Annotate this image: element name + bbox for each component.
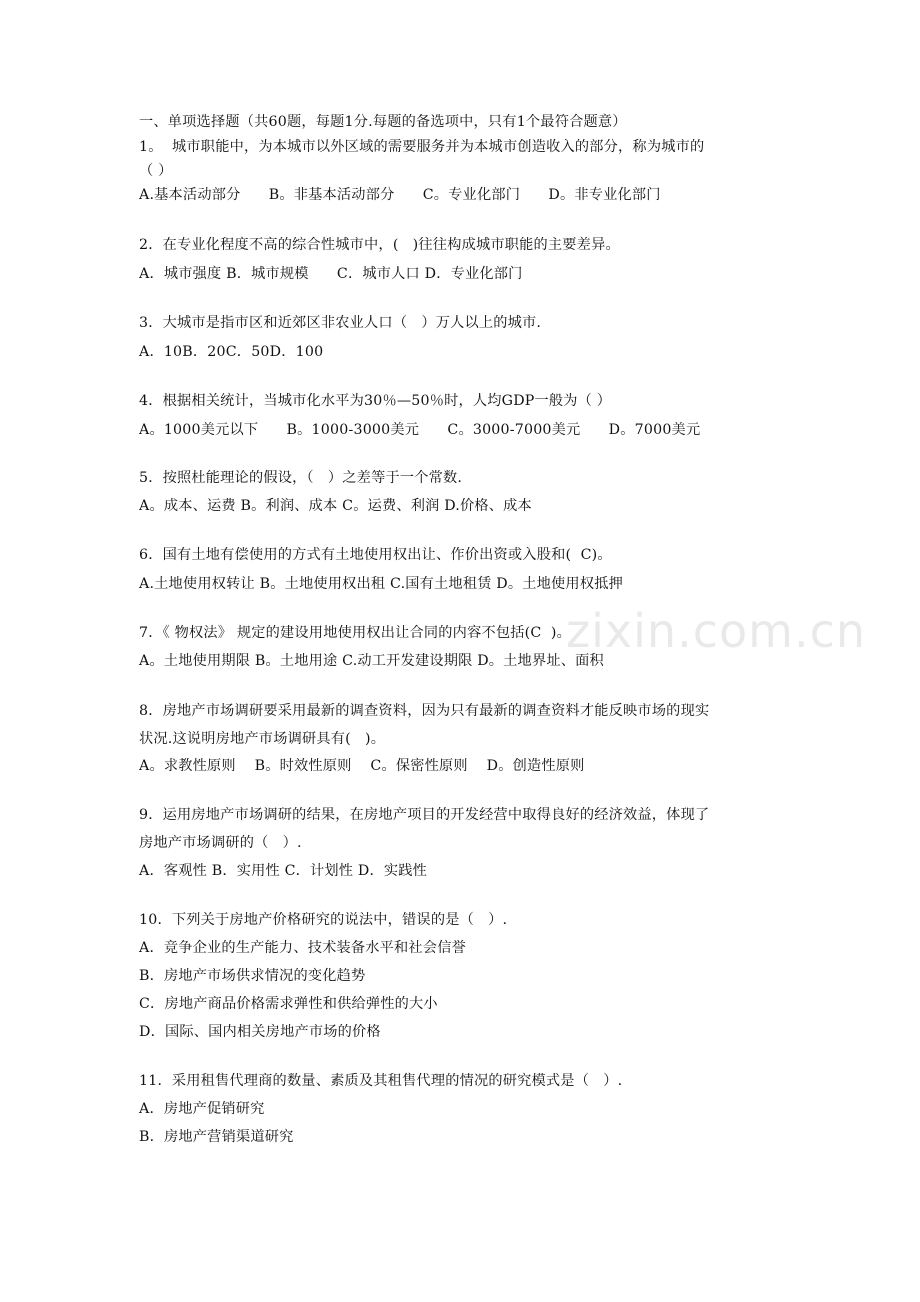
- question-11-option-a: A．房地产促销研究: [139, 1101, 265, 1117]
- question-8-stem-line-2: 状况.这说明房地产市场调研具有( )。: [139, 731, 386, 747]
- question-4-stem: 4．根据相关统计，当城市化水平为30％—50％时，人均GDP一般为（ ）: [139, 393, 612, 409]
- question-7-options: A。土地使用期限 B。土地用途 C.动工开发建设期限 D。土地界址、面积: [139, 653, 604, 669]
- question-10-option-a: A．竞争企业的生产能力、技术装备水平和社会信誉: [139, 940, 466, 956]
- question-9-stem-line-2: 房地产市场调研的（ ）.: [139, 835, 302, 851]
- question-5-options: A。成本、运费 B。利润、成本 C。运费、利润 D.价格、成本: [139, 498, 532, 514]
- question-1-options: A.基本活动部分 B。非基本活动部分 C。专业化部门 D。非专业化部门: [139, 187, 661, 203]
- question-11-stem: 11．采用租售代理商的数量、素质及其租售代理的情况的研究模式是（ ）.: [139, 1073, 623, 1089]
- question-10-option-d: D．国际、国内相关房地产市场的价格: [139, 1024, 381, 1040]
- question-7-stem: 7．《 物权法》 规定的建设用地使用权出让合同的内容不包括(C )。: [139, 625, 571, 641]
- watermark: zixin.com.cn: [566, 604, 867, 658]
- question-6-options: A.土地使用权转让 B。土地使用权出租 C.国有土地租赁 D。土地使用权抵押: [139, 576, 623, 592]
- question-11-option-b: B．房地产营销渠道研究: [139, 1129, 294, 1145]
- question-4-options: A。1000美元以下 B。1000-3000美元 C。3000-7000美元 D。7000美元: [139, 422, 701, 438]
- question-9-stem-line-1: 9．运用房地产市场调研的结果，在房地产项目的开发经营中取得良好的经济效益，体现了: [139, 807, 710, 823]
- section-header: 一、单项选择题（共60题，每题1分.每题的备选项中，只有1个最符合题意）: [139, 114, 627, 130]
- question-3-options: A．10B．20C．50D．100: [139, 344, 324, 360]
- question-9-options: A．客观性 B．实用性 C．计划性 D．实践性: [139, 863, 428, 879]
- question-10-option-c: C．房地产商品价格需求弹性和供给弹性的大小: [139, 996, 438, 1012]
- question-1-stem-line-2: （ ）: [139, 163, 173, 179]
- question-2-stem: 2．在专业化程度不高的综合性城市中，( )往往构成城市职能的主要差异。: [139, 237, 620, 253]
- question-8-stem-line-1: 8．房地产市场调研要采用最新的调查资料，因为只有最新的调查资料才能反映市场的现实: [139, 703, 710, 719]
- question-1-stem-line-1: 1。 城市职能中，为本城市以外区域的需要服务并为本城市创造收入的部分，称为城市的: [139, 139, 705, 155]
- question-10-option-b: B．房地产市场供求情况的变化趋势: [139, 968, 366, 984]
- question-6-stem: 6．国有土地有偿使用的方式有土地使用权出让、作价出资或入股和( C)。: [139, 547, 612, 563]
- question-3-stem: 3．大城市是指市区和近郊区非农业人口（ ）万人以上的城市.: [139, 315, 542, 331]
- question-5-stem: 5．按照杜能理论的假设，（ ）之差等于一个常数.: [139, 470, 463, 486]
- question-2-options: A．城市强度 B．城市规模 C．城市人口 D．专业化部门: [139, 266, 523, 282]
- question-8-options: A。求教性原则 B。时效性原则 C。保密性原则 D。创造性原则: [139, 758, 585, 774]
- question-10-stem: 10．下列关于房地产价格研究的说法中，错误的是（ ）.: [139, 912, 508, 928]
